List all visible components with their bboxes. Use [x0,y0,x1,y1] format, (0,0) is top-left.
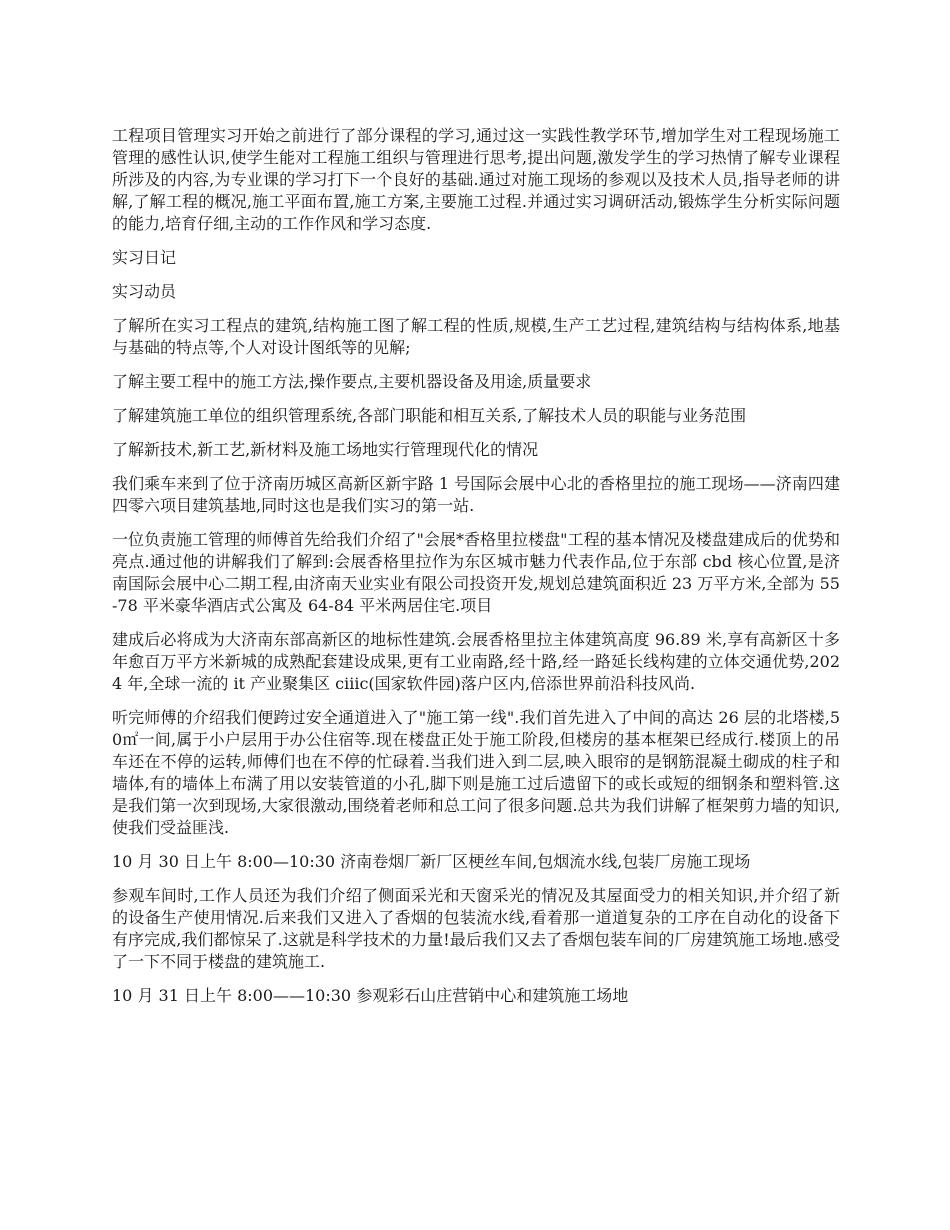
body-paragraph: 听完师傅的介绍我们便跨过安全通道进入了"施工第一线".我们首先进入了中间的高达 26 层的北塔楼,50㎡一间,属于小户层用于办公住宿等.现在楼盘正处于施工阶段,但楼房的基本框架已经成行.楼顶上的吊车还在不停的运转,师傅们也在不停的忙碌着.当我们进入到二层,映入眼帘的是钢筋混凝土砌成的柱子和墙体,有的墙体上布满了用以安装管道的小孔,脚下则是施工过后遗留下的或长或短的细钢条和塑料管.这是我们第一次到现场,大家很激动,围绕着老师和总工问了很多问题.总共为我们讲解了框架剪力墙的知识,使我们受益匪浅. [112,708,840,837]
document-body [112,125,840,1019]
objective-paragraph: 了解建筑施工单位的组织管理系统,各部门职能和相互关系,了解技术人员的职能与业务范围 [112,406,747,425]
section-heading-internship-diary: 实习日记 [112,248,177,267]
body-paragraph: 建成后必将成为大济南东部高新区的地标性建筑.会展香格里拉主体建筑高度 96.89 米,享有高新区十多年愈百万平方米新城的成熟配套建设成果,更有工业南路,经十路,经一路延长线构建的立体交通优势,2024 年,全球一流的 it 产业聚集区 ciiic(国家软件园)落户区内,倍添世界前沿科技风尚. [112,630,840,693]
objective-paragraph: 了解所在实习工程点的建筑,结构施工图了解工程的性质,规模,生产工艺过程,建筑结构与结构体系,地基与基础的特点等,个人对设计图纸等的见解; [112,316,840,357]
objective-paragraph: 了解主要工程中的施工方法,操作要点,主要机器设备及用途,质量要求 [112,372,592,391]
diary-date-entry: 10 月 31 日上午 8:00——10:30 参观彩石山庄营销中心和建筑施工场地 [112,986,629,1005]
intro-paragraph: 工程项目管理实习开始之前进行了部分课程的学习,通过这一实践性教学环节,增加学生对工程现场施工管理的感性认识,使学生能对工程施工组织与管理进行思考,提出问题,激发学生的学习热情了解专业课程所涉及的内容,为专业课的学习打下一个良好的基础.通过对施工现场的参观以及技术人员,指导老师的讲解,了解工程的概况,施工平面布置,施工方案,主要施工过程.并通过实习调研活动,锻炼学生分析实际问题的能力,培育仔细,主动的工作作风和学习态度. [112,126,840,233]
body-paragraph: 一位负责施工管理的师傅首先给我们介绍了"会展*香格里拉楼盘"工程的基本情况及楼盘建成后的优势和亮点.通过他的讲解我们了解到:会展香格里拉作为东区城市魅力代表作品,位于东部 cbd 核心位置,是济南国际会展中心二期工程,由济南天业实业有限公司投资开发,规划总建筑面积近 23 万平方米,全部为 55-78 平米豪华酒店式公寓及 64-84 平米两居住宅.项目 [112,530,840,615]
body-paragraph: 我们乘车来到了位于济南历城区高新区新宇路 1 号国际会展中心北的香格里拉的施工现场——济南四建四零六项目建筑基地,同时这也是我们实习的第一站. [112,474,840,515]
diary-date-entry: 10 月 30 日上午 8:00—10:30 济南卷烟厂新厂区梗丝车间,包烟流水线,包装厂房施工现场 [112,852,751,871]
section-heading-internship-mobilization: 实习动员 [112,282,177,301]
objective-paragraph: 了解新技术,新工艺,新材料及施工场地实行管理现代化的情况 [112,440,539,459]
body-paragraph: 参观车间时,工作人员还为我们介绍了侧面采光和天窗采光的情况及其屋面受力的相关知识,并介绍了新的设备生产使用情况.后来我们又进入了香烟的包装流水线,看着那一道道复杂的工序在自动化的设备下有序完成,我们都惊呆了.这就是科学技术的力量!最后我们又去了香烟包装车间的厂房建筑施工场地.感受了一下不同于楼盘的建筑施工. [112,886,840,971]
